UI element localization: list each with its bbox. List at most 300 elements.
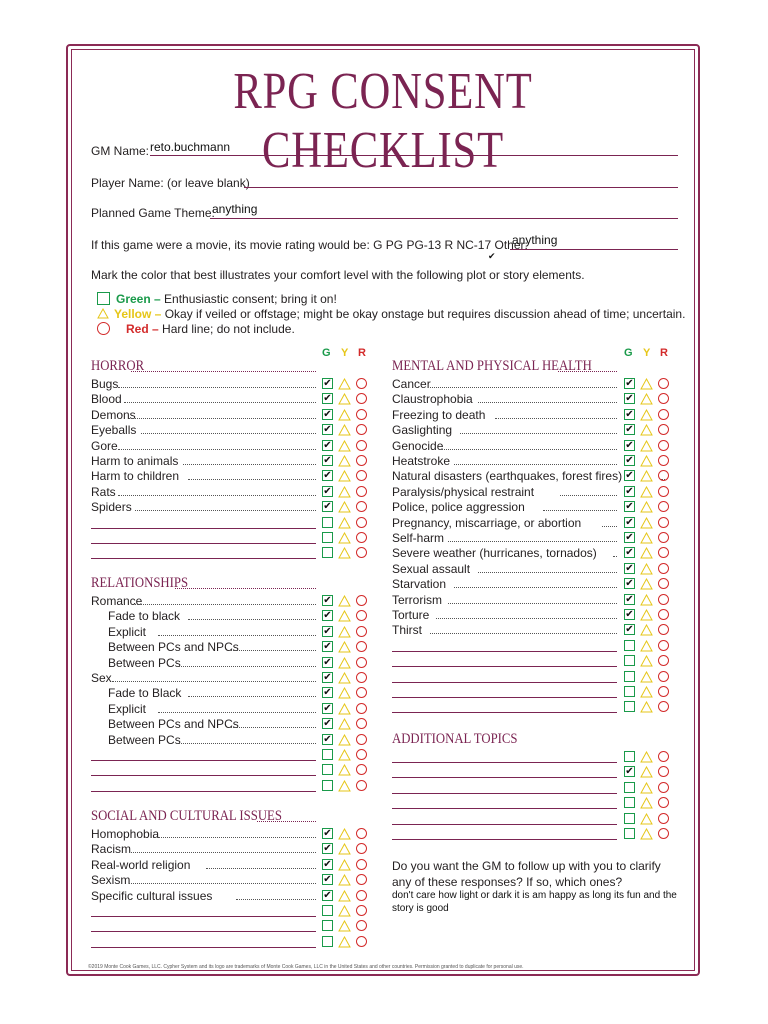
green-checkbox[interactable]: ✔ — [323, 889, 332, 901]
checklist-row — [392, 531, 674, 546]
yellow-triangle-checkbox[interactable] — [338, 547, 351, 559]
red-circle-checkbox[interactable] — [356, 703, 367, 714]
red-circle-checkbox[interactable] — [356, 393, 367, 404]
row-label: Harm to children — [91, 469, 180, 484]
checklist-row — [91, 609, 372, 624]
red-circle-checkbox[interactable] — [356, 657, 367, 668]
yellow-triangle-checkbox[interactable] — [640, 813, 653, 825]
red-circle-checkbox[interactable] — [658, 640, 669, 651]
legend-red-text: Hard line; do not include. — [162, 322, 295, 336]
yellow-triangle-checkbox[interactable] — [640, 594, 653, 606]
row-leader-dots — [430, 633, 617, 634]
yellow-triangle-checkbox[interactable] — [338, 378, 351, 390]
yellow-triangle-checkbox[interactable] — [338, 749, 351, 761]
row-blank-line[interactable] — [91, 916, 316, 917]
yellow-triangle-checkbox[interactable] — [640, 782, 653, 794]
red-circle-checkbox[interactable] — [356, 672, 367, 683]
green-checkbox[interactable]: ✔ — [323, 672, 332, 683]
red-circle-checkbox[interactable] — [356, 455, 367, 466]
red-circle-checkbox[interactable] — [356, 409, 367, 420]
checklist-row — [91, 408, 372, 423]
legend-yellow-text: Okay if veiled or offstage; might be okay onstage but requires discussion ahead of time; uncertain. — [164, 307, 686, 321]
left-col-header-r: R — [358, 347, 366, 359]
yellow-triangle-checkbox[interactable] — [338, 440, 351, 452]
row-blank-line[interactable] — [392, 824, 617, 825]
yellow-triangle-checkbox[interactable] — [338, 780, 351, 792]
row-leader-dots — [188, 479, 316, 480]
right-col-header-g: G — [624, 347, 633, 359]
green-checkbox[interactable]: ✔ — [323, 625, 332, 637]
checklist-row — [392, 516, 674, 531]
green-checkbox[interactable]: ✔ — [625, 439, 634, 451]
row-leader-dots — [454, 587, 617, 588]
red-circle-checkbox[interactable] — [356, 532, 367, 543]
yellow-triangle-checkbox[interactable] — [640, 797, 653, 809]
yellow-triangle-checkbox[interactable] — [338, 734, 351, 746]
checklist-row — [392, 639, 674, 654]
red-circle-checkbox[interactable] — [356, 749, 367, 760]
row-label: Gaslighting — [392, 423, 453, 438]
row-blank-line[interactable] — [392, 666, 617, 667]
red-circle-checkbox[interactable] — [658, 470, 669, 481]
red-circle-checkbox[interactable] — [356, 610, 367, 621]
checklist-row — [392, 670, 674, 685]
red-circle-checkbox[interactable] — [356, 905, 367, 916]
red-circle-checkbox[interactable] — [658, 624, 669, 635]
row-leader-dots — [442, 449, 617, 450]
red-circle-checkbox[interactable] — [658, 671, 669, 682]
green-checkbox[interactable] — [624, 701, 635, 712]
red-circle-checkbox[interactable] — [658, 378, 669, 389]
green-checkbox[interactable]: ✔ — [625, 408, 634, 420]
red-circle-checkbox[interactable] — [356, 718, 367, 729]
checklist-row — [392, 781, 674, 796]
row-label: Pregnancy, miscarriage, or abortion — [392, 515, 582, 530]
green-checkbox[interactable] — [624, 655, 635, 666]
checklist-row — [392, 750, 674, 765]
checklist-row — [91, 516, 372, 531]
row-leader-dots — [236, 899, 316, 900]
green-checkbox[interactable] — [624, 813, 635, 824]
red-circle-checkbox[interactable] — [658, 424, 669, 435]
gm-name-field[interactable]: reto.buchmann — [150, 140, 231, 154]
green-checkbox[interactable]: ✔ — [323, 656, 332, 668]
green-square-icon — [97, 292, 110, 305]
row-blank-line[interactable] — [392, 777, 617, 778]
yellow-triangle-checkbox[interactable] — [338, 920, 351, 932]
yellow-triangle-checkbox[interactable] — [338, 874, 351, 886]
row-label: Sexual assault — [392, 561, 471, 576]
red-circle-checkbox[interactable] — [658, 393, 669, 404]
green-checkbox[interactable]: ✔ — [625, 562, 634, 574]
checklist-row — [91, 469, 372, 484]
checklist-row — [91, 827, 372, 842]
row-label: Homophobia — [91, 827, 160, 841]
row-blank-line[interactable] — [392, 808, 617, 809]
row-label: Harm to animals — [91, 454, 179, 468]
yellow-triangle-checkbox[interactable] — [640, 517, 653, 529]
green-checkbox[interactable] — [624, 640, 635, 651]
checklist-row — [91, 640, 372, 655]
green-checkbox[interactable] — [322, 905, 333, 916]
green-checkbox[interactable]: ✔ — [625, 378, 634, 389]
green-checkbox[interactable]: ✔ — [625, 393, 634, 405]
row-leader-dots — [124, 402, 316, 403]
green-checkbox[interactable]: ✔ — [323, 718, 332, 730]
red-circle-checkbox[interactable] — [356, 843, 367, 854]
yellow-triangle-checkbox[interactable] — [640, 486, 653, 498]
green-checkbox[interactable]: ✔ — [323, 687, 332, 699]
row-leader-dots — [141, 433, 316, 434]
row-label: Sex — [91, 671, 112, 685]
checklist-row — [392, 812, 674, 827]
green-checkbox[interactable]: ✔ — [625, 424, 634, 436]
row-label: Claustrophobia — [392, 392, 473, 407]
row-label: Self-harm — [392, 531, 445, 545]
yellow-triangle-checkbox[interactable] — [338, 703, 351, 715]
green-checkbox[interactable]: ✔ — [323, 470, 332, 482]
row-label: Starvation — [392, 577, 447, 592]
green-checkbox[interactable]: ✔ — [323, 874, 332, 886]
red-circle-checkbox[interactable] — [658, 655, 669, 666]
yellow-triangle-checkbox[interactable] — [338, 424, 351, 436]
yellow-triangle-checkbox[interactable] — [640, 655, 653, 667]
yellow-triangle-checkbox[interactable] — [338, 890, 351, 902]
gm-name-label: GM Name: — [91, 144, 150, 158]
row-blank-line[interactable] — [91, 528, 316, 529]
row-blank-line[interactable] — [91, 543, 316, 544]
green-checkbox[interactable] — [322, 517, 333, 528]
yellow-triangle-checkbox[interactable] — [640, 640, 653, 652]
green-checkbox[interactable]: ✔ — [323, 641, 332, 653]
red-circle-checkbox[interactable] — [658, 517, 669, 528]
red-circle-checkbox[interactable] — [356, 890, 367, 901]
yellow-triangle-checkbox[interactable] — [338, 626, 351, 638]
checklist-row — [392, 827, 674, 842]
yellow-triangle-checkbox[interactable] — [338, 828, 351, 840]
green-checkbox[interactable]: ✔ — [323, 439, 332, 451]
section-title-rule — [257, 821, 316, 822]
red-circle-checkbox[interactable] — [356, 874, 367, 885]
row-blank-line[interactable] — [91, 947, 316, 948]
row-leader-dots — [436, 618, 617, 619]
green-checkbox[interactable]: ✔ — [625, 516, 634, 528]
yellow-triangle-checkbox[interactable] — [640, 532, 653, 544]
row-blank-line[interactable] — [91, 760, 316, 761]
red-circle-checkbox[interactable] — [356, 764, 367, 775]
right-col-header-r: R — [660, 347, 668, 359]
red-circle-checkbox[interactable] — [658, 686, 669, 697]
legend-yellow-word: Yellow – — [114, 307, 162, 321]
row-blank-line[interactable] — [392, 712, 617, 713]
checklist-row — [91, 594, 372, 609]
row-blank-line[interactable] — [91, 558, 316, 559]
green-checkbox[interactable]: ✔ — [323, 501, 332, 513]
row-blank-line[interactable] — [91, 775, 316, 776]
green-checkbox[interactable] — [322, 780, 333, 791]
row-blank-line[interactable] — [392, 651, 617, 652]
yellow-triangle-checkbox[interactable] — [640, 563, 653, 575]
green-checkbox[interactable] — [322, 749, 333, 760]
row-leader-dots — [460, 433, 617, 434]
row-blank-line[interactable] — [392, 762, 617, 763]
green-checkbox[interactable] — [322, 547, 333, 558]
green-checkbox[interactable] — [322, 532, 333, 543]
green-checkbox[interactable]: ✔ — [323, 378, 332, 389]
gm-name-line — [150, 155, 678, 156]
movie-check-mark: ✔ — [488, 251, 496, 261]
checklist-row — [91, 671, 372, 686]
followup-answer[interactable]: don't care how light or dark it is am happy as long its fun and the story is good — [392, 890, 677, 914]
red-circle-checkbox[interactable] — [658, 578, 669, 589]
green-checkbox[interactable]: ✔ — [323, 610, 332, 622]
green-checkbox[interactable]: ✔ — [323, 455, 332, 466]
green-checkbox[interactable]: ✔ — [323, 702, 332, 714]
legend-red — [97, 322, 295, 336]
green-checkbox[interactable]: ✔ — [625, 609, 634, 620]
green-checkbox[interactable]: ✔ — [625, 470, 634, 482]
checklist-row — [392, 408, 674, 423]
section-title: SOCIAL AND CULTURAL ISSUES — [91, 808, 282, 824]
green-checkbox[interactable] — [624, 828, 635, 839]
yellow-triangle-checkbox[interactable] — [640, 378, 653, 390]
yellow-triangle-checkbox[interactable] — [640, 393, 653, 405]
checklist-row — [392, 654, 674, 669]
green-checkbox[interactable]: ✔ — [323, 408, 332, 420]
yellow-triangle-checkbox[interactable] — [338, 859, 351, 871]
red-circle-checkbox[interactable] — [658, 609, 669, 620]
followup-question: Do you want the GM to follow up with you to clarify any of these responses? If so, which ones? — [392, 859, 661, 889]
yellow-triangle-checkbox[interactable] — [338, 595, 351, 607]
checklist-row — [392, 469, 674, 484]
yellow-triangle-checkbox[interactable] — [338, 486, 351, 498]
green-checkbox[interactable] — [624, 751, 635, 762]
yellow-triangle-checkbox[interactable] — [338, 672, 351, 684]
yellow-triangle-checkbox[interactable] — [640, 671, 653, 683]
green-checkbox[interactable]: ✔ — [323, 733, 332, 745]
row-leader-dots — [188, 619, 316, 620]
yellow-triangle-checkbox[interactable] — [640, 424, 653, 436]
red-circle-checkbox[interactable] — [658, 409, 669, 420]
checklist-row — [392, 765, 674, 780]
row-blank-line[interactable] — [392, 839, 617, 840]
yellow-triangle-checkbox[interactable] — [640, 455, 653, 467]
row-label: Cancer — [392, 377, 431, 391]
green-checkbox[interactable]: ✔ — [625, 485, 634, 497]
yellow-triangle-checkbox[interactable] — [640, 409, 653, 421]
red-circle-checkbox[interactable] — [356, 378, 367, 389]
red-circle-checkbox[interactable] — [658, 486, 669, 497]
page-title: RPG CONSENT CHECKLIST — [233, 63, 533, 179]
green-checkbox[interactable]: ✔ — [323, 843, 332, 855]
red-circle-checkbox[interactable] — [356, 687, 367, 698]
red-circle-checkbox[interactable] — [356, 517, 367, 528]
green-checkbox[interactable]: ✔ — [625, 593, 634, 605]
red-circle-checkbox[interactable] — [356, 734, 367, 745]
red-circle-checkbox[interactable] — [658, 828, 669, 839]
yellow-triangle-checkbox[interactable] — [338, 455, 351, 467]
red-circle-checkbox[interactable] — [658, 594, 669, 605]
checklist-row — [392, 439, 674, 454]
red-circle-checkbox[interactable] — [658, 455, 669, 466]
theme-label: Planned Game Theme: — [91, 206, 215, 220]
red-circle-checkbox[interactable] — [356, 440, 367, 451]
green-checkbox[interactable]: ✔ — [323, 595, 332, 606]
red-circle-checkbox[interactable] — [356, 595, 367, 606]
yellow-triangle-checkbox[interactable] — [338, 532, 351, 544]
green-checkbox[interactable] — [624, 797, 635, 808]
movie-rating-label: If this game were a movie, its movie rating would be: G PG PG-13 R NC-17 Other: — [91, 238, 528, 252]
yellow-triangle-checkbox[interactable] — [338, 409, 351, 421]
red-circle-checkbox[interactable] — [356, 780, 367, 791]
row-blank-line[interactable] — [392, 793, 617, 794]
red-circle-checkbox[interactable] — [658, 701, 669, 712]
green-checkbox[interactable] — [624, 782, 635, 793]
red-circle-checkbox[interactable] — [356, 920, 367, 931]
yellow-triangle-checkbox[interactable] — [640, 624, 653, 636]
red-circle-checkbox[interactable] — [658, 532, 669, 543]
row-leader-dots — [229, 727, 316, 728]
yellow-triangle-checkbox[interactable] — [338, 470, 351, 482]
green-checkbox[interactable]: ✔ — [625, 501, 634, 513]
row-leader-dots — [118, 449, 316, 450]
yellow-triangle-checkbox[interactable] — [640, 686, 653, 698]
red-circle-checkbox[interactable] — [658, 501, 669, 512]
red-circle-checkbox[interactable] — [658, 547, 669, 558]
red-circle-checkbox[interactable] — [356, 626, 367, 637]
checklist-row — [91, 702, 372, 717]
yellow-triangle-checkbox[interactable] — [338, 501, 351, 513]
yellow-triangle-checkbox[interactable] — [338, 657, 351, 669]
row-blank-line[interactable] — [91, 931, 316, 932]
row-blank-line[interactable] — [91, 791, 316, 792]
player-name-label: Player Name: (or leave blank) — [91, 176, 250, 190]
green-checkbox[interactable] — [322, 920, 333, 931]
row-leader-dots — [454, 464, 617, 465]
legend-green — [97, 292, 337, 306]
green-checkbox[interactable]: ✔ — [625, 532, 634, 543]
green-checkbox[interactable] — [322, 764, 333, 775]
yellow-triangle-checkbox[interactable] — [338, 936, 351, 948]
yellow-triangle-checkbox[interactable] — [640, 766, 653, 778]
green-checkbox[interactable]: ✔ — [625, 578, 634, 590]
yellow-triangle-checkbox[interactable] — [640, 501, 653, 513]
red-circle-checkbox[interactable] — [658, 751, 669, 762]
row-label: Eyeballs — [91, 423, 137, 438]
red-circle-checkbox[interactable] — [658, 563, 669, 574]
red-circle-checkbox[interactable] — [356, 936, 367, 947]
yellow-triangle-checkbox[interactable] — [640, 578, 653, 590]
yellow-triangle-checkbox[interactable] — [640, 470, 653, 482]
movie-other-field[interactable]: anything — [512, 233, 558, 247]
checklist-row — [392, 685, 674, 700]
yellow-triangle-checkbox[interactable] — [338, 517, 351, 529]
section-title: ADDITIONAL TOPICS — [392, 731, 518, 747]
yellow-triangle-checkbox[interactable] — [338, 641, 351, 653]
row-label: Genocide — [392, 438, 444, 453]
checklist-row — [91, 919, 372, 934]
yellow-triangle-checkbox[interactable] — [640, 701, 653, 713]
red-circle-checkbox[interactable] — [658, 782, 669, 793]
green-checkbox[interactable]: ✔ — [323, 485, 332, 497]
green-checkbox[interactable] — [624, 686, 635, 697]
yellow-triangle-checkbox[interactable] — [640, 751, 653, 763]
red-circle-checkbox[interactable] — [658, 440, 669, 451]
red-circle-checkbox[interactable] — [658, 766, 669, 777]
yellow-triangle-checkbox[interactable] — [640, 828, 653, 840]
green-checkbox[interactable]: ✔ — [625, 766, 634, 778]
yellow-triangle-checkbox[interactable] — [338, 687, 351, 699]
row-leader-dots — [183, 464, 316, 465]
row-blank-line[interactable] — [392, 697, 617, 698]
red-circle-checkbox[interactable] — [356, 859, 367, 870]
yellow-triangle-checkbox[interactable] — [338, 393, 351, 405]
checklist-row — [91, 531, 372, 546]
theme-field[interactable]: anything — [212, 202, 258, 216]
yellow-triangle-icon — [97, 308, 109, 319]
checklist-row — [91, 377, 372, 392]
row-leader-dots — [153, 837, 316, 838]
row-label: Bugs — [91, 377, 119, 391]
row-leader-dots — [129, 852, 316, 853]
checklist-row — [91, 889, 372, 904]
row-leader-dots — [158, 635, 316, 636]
instructions: Mark the color that best illustrates your comfort level with the following plot or story elements. — [91, 268, 585, 282]
yellow-triangle-checkbox[interactable] — [338, 843, 351, 855]
yellow-triangle-checkbox[interactable] — [640, 609, 653, 621]
row-leader-dots — [229, 650, 316, 651]
green-checkbox[interactable]: ✔ — [625, 547, 634, 559]
row-blank-line[interactable] — [392, 682, 617, 683]
green-checkbox[interactable]: ✔ — [323, 393, 332, 405]
green-checkbox[interactable]: ✔ — [323, 828, 332, 839]
copyright-footer: ©2019 Monte Cook Games, LLC. Cypher System and its logo are trademarks of Monte Cook Games, LLC in the United States and other countries. Permission granted to duplicate for personal use. — [88, 964, 524, 970]
red-circle-checkbox[interactable] — [356, 641, 367, 652]
checklist-row — [91, 842, 372, 857]
row-label: Explicit — [108, 624, 147, 639]
row-leader-dots — [495, 418, 617, 419]
row-leader-dots — [478, 572, 617, 573]
red-circle-checkbox[interactable] — [356, 547, 367, 558]
checklist-row — [392, 577, 674, 592]
red-circle-checkbox[interactable] — [658, 797, 669, 808]
yellow-triangle-checkbox[interactable] — [640, 440, 653, 452]
green-checkbox[interactable]: ✔ — [625, 624, 634, 636]
red-circle-checkbox[interactable] — [658, 813, 669, 824]
checklist-row — [91, 904, 372, 919]
red-circle-checkbox[interactable] — [356, 828, 367, 839]
green-checkbox[interactable] — [624, 671, 635, 682]
yellow-triangle-checkbox[interactable] — [640, 547, 653, 559]
green-checkbox[interactable]: ✔ — [323, 424, 332, 436]
green-checkbox[interactable]: ✔ — [625, 455, 634, 466]
red-circle-icon — [97, 322, 110, 335]
red-circle-checkbox[interactable] — [356, 486, 367, 497]
green-checkbox[interactable] — [322, 936, 333, 947]
row-leader-dots — [118, 495, 316, 496]
yellow-triangle-checkbox[interactable] — [338, 905, 351, 917]
red-circle-checkbox[interactable] — [356, 424, 367, 435]
yellow-triangle-checkbox[interactable] — [338, 610, 351, 622]
red-circle-checkbox[interactable] — [356, 501, 367, 512]
green-checkbox[interactable]: ✔ — [323, 858, 332, 870]
checklist-row — [91, 423, 372, 438]
checklist-row — [91, 748, 372, 763]
checklist-row — [91, 686, 372, 701]
red-circle-checkbox[interactable] — [356, 470, 367, 481]
yellow-triangle-checkbox[interactable] — [338, 764, 351, 776]
yellow-triangle-checkbox[interactable] — [338, 718, 351, 730]
